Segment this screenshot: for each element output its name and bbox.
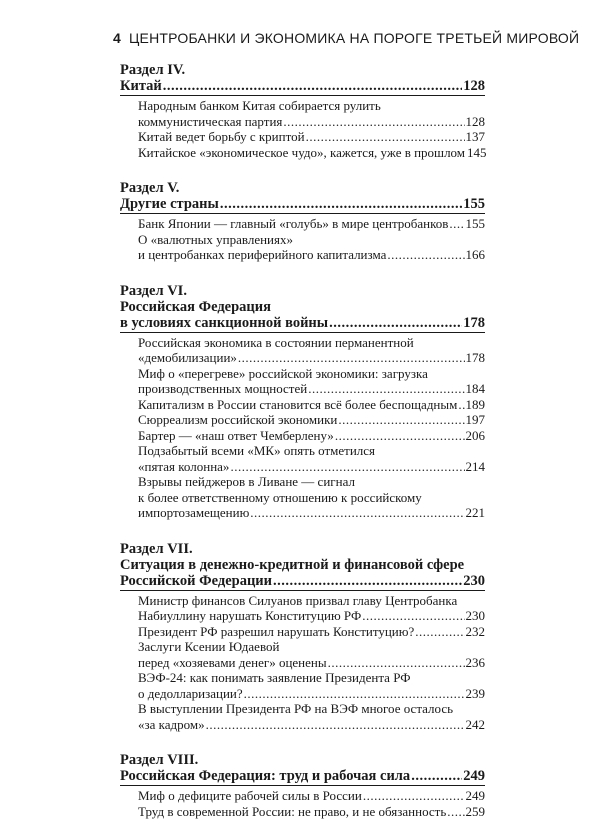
section-title-row (120, 196, 485, 214)
entry-title: Банк Японии — главный «голубь» в мире центробанков (138, 216, 449, 231)
dot-leader (308, 381, 464, 397)
entry-page-number: 155 (465, 216, 485, 231)
entry-text-line: ВЭФ-24: как понимать заявление Президента РФ (138, 670, 411, 685)
toc-section (120, 283, 485, 521)
toc-entry (138, 129, 485, 145)
entry-page-number: 184 (465, 381, 485, 396)
section-title: Китай (120, 78, 162, 94)
dot-leader (244, 686, 465, 702)
dot-leader (306, 129, 465, 145)
entry-title: перед «хозяевами денег» оценены (138, 654, 327, 670)
toc-entry (138, 397, 485, 413)
section-title-row (120, 78, 485, 96)
entry-text-line: Министр финансов Силуанов призвал главу Центробанка (138, 592, 458, 608)
entry-title: «пятая колонна» (138, 458, 230, 474)
toc-entry (138, 412, 485, 428)
entry-row (138, 608, 485, 624)
entry-text-line: О «валютных управлениях» (138, 231, 293, 247)
entry-title: Китай ведет борьбу с криптой (138, 129, 305, 144)
entry-title: Бартер — «наш ответ Чемберлену» (138, 427, 334, 443)
entry-page-number: 242 (465, 716, 485, 732)
dot-leader (329, 315, 462, 331)
dot-leader (335, 428, 465, 444)
dot-leader (328, 655, 465, 671)
entry-page-number: 137 (465, 129, 485, 144)
section-title: в условиях санкционной войны (120, 314, 329, 331)
entry-row (138, 459, 485, 475)
section-entries (138, 98, 485, 160)
entry-row (138, 788, 485, 804)
dot-leader (163, 78, 462, 94)
entry-text-line: В выступлении Президента РФ на ВЭФ многое осталось (138, 701, 454, 716)
entry-title: Президент РФ разрешил нарушать Конституцию? (138, 623, 415, 639)
entry-page-number: 197 (465, 412, 485, 427)
toc-section (120, 752, 485, 819)
entry-title: импортозамещению (138, 505, 250, 520)
entry-row (138, 145, 485, 161)
entry-page-number: 239 (465, 685, 485, 701)
toc-entry (138, 593, 485, 624)
toc-entry (138, 474, 485, 521)
toc-entry (138, 701, 485, 732)
entry-row (138, 624, 485, 640)
section-title: Другие страны (120, 196, 219, 212)
entry-page-number: 232 (465, 623, 485, 639)
entry-title: Сюрреализм российской экономики (138, 412, 338, 427)
entry-title: «демобилизации» (138, 350, 237, 365)
dot-leader (363, 788, 465, 804)
entry-row (138, 717, 485, 733)
section-entries (138, 335, 485, 521)
toc-entry (138, 670, 485, 701)
entry-title: о дедолларизации? (138, 685, 243, 701)
entry-page-number: 178 (465, 350, 485, 365)
entry-row (138, 247, 485, 263)
entry-page-number: 249 (465, 788, 485, 803)
section-title-line: Российская Федерация (120, 298, 271, 315)
toc-entry (138, 804, 485, 820)
entry-row (138, 655, 485, 671)
entry-page-number: 230 (465, 608, 485, 623)
entry-page-number: 166 (465, 247, 485, 262)
entry-page-number: 189 (465, 396, 485, 412)
entry-title: Миф о дефиците рабочей силы в России (138, 788, 362, 803)
dot-leader (387, 247, 464, 263)
entry-text-line: Миф о «перегреве» российской экономики: загрузка (138, 365, 428, 381)
toc-entry (138, 624, 485, 640)
section-label: Раздел IV. (120, 62, 186, 78)
entry-title: Набиуллину нарушать Конституцию РФ (138, 608, 362, 623)
entry-row (138, 412, 485, 428)
entry-title: «за кадром» (138, 716, 205, 732)
entry-page-number: 236 (465, 654, 485, 670)
toc-entry (138, 366, 485, 397)
toc-entry (138, 788, 485, 804)
entry-row (138, 428, 485, 444)
section-label: Раздел VI. (120, 282, 187, 299)
toc-entry (138, 443, 485, 474)
entry-row (138, 381, 485, 397)
entry-title: Капитализм в России становится всё более беспощадным (138, 396, 458, 412)
toc-entry (138, 428, 485, 444)
entry-page-number: 221 (465, 505, 485, 520)
section-page-number: 128 (463, 78, 485, 94)
section-title-row (120, 573, 485, 591)
section-page-number: 249 (463, 768, 485, 784)
entry-row (138, 505, 485, 521)
entry-title: Китайское «экономическое чудо», кажется, уже в прошлом (138, 144, 466, 160)
section-page-number: 230 (463, 572, 485, 589)
entry-page-number: 214 (465, 458, 485, 474)
toc-section (120, 180, 485, 263)
section-title-line: Ситуация в денежно-кредитной и финансовой сфере (120, 556, 465, 573)
running-header (113, 30, 579, 46)
dot-leader (411, 768, 462, 784)
entry-text-line: к более ответственному отношению к российскому (138, 489, 422, 505)
entry-text-line: Заслуги Ксении Юдаевой (138, 639, 280, 654)
entry-title: и центробанках периферийного капитализма (138, 247, 387, 262)
entry-row (138, 397, 485, 413)
entry-page-number: 206 (465, 427, 485, 443)
section-label: Раздел V. (120, 180, 180, 196)
toc-entry (138, 335, 485, 366)
section-title: Российская Федерация: труд и рабочая сила (120, 768, 411, 784)
dot-leader (447, 804, 464, 820)
entry-page-number: 259 (465, 803, 485, 819)
entry-row (138, 129, 485, 145)
section-entries (138, 593, 485, 733)
entry-title: Труд в современной России: не право, и не обязанность (138, 803, 447, 819)
section-entries (138, 788, 485, 819)
entry-text-line: Взрывы пейджеров в Ливане — сигнал (138, 474, 355, 489)
toc-entry (138, 216, 485, 232)
entry-title: коммунистическая партия (138, 113, 283, 129)
dot-leader (458, 397, 464, 413)
section-title-row (120, 315, 485, 333)
section-label: Раздел VII. (120, 540, 193, 557)
dot-leader (362, 608, 464, 624)
section-page-number: 178 (463, 314, 485, 331)
toc-section (120, 62, 485, 160)
entry-row (138, 804, 485, 820)
entry-row (138, 216, 485, 232)
entry-text-line: Народным банком Китая собирается рулить (138, 98, 381, 113)
toc-entry (138, 98, 485, 129)
page-number: 4 (113, 30, 121, 46)
toc-section (120, 541, 485, 733)
toc-entry (138, 145, 485, 161)
table-of-contents (120, 62, 485, 839)
entry-text-line: Российская экономика в состоянии перманентной (138, 334, 414, 350)
entry-title: производственных мощностей (138, 381, 308, 396)
entry-row (138, 686, 485, 702)
dot-leader (449, 216, 464, 232)
dot-leader (338, 412, 464, 428)
entry-page-number: 145 (467, 144, 487, 160)
entry-row (138, 350, 485, 366)
toc-entry (138, 639, 485, 670)
entry-text-line: Подзабытый всеми «МК» опять отметился (138, 443, 376, 458)
section-title: Российской Федерации (120, 572, 273, 589)
running-title: ЦЕНТРОБАНКИ И ЭКОНОМИКА НА ПОРОГЕ ТРЕТЬЕЙ МИРОВОЙ (129, 30, 580, 46)
toc-entry (138, 232, 485, 263)
section-entries (138, 216, 485, 263)
dot-leader (273, 573, 462, 589)
dot-leader (206, 717, 465, 733)
section-page-number: 155 (463, 196, 485, 212)
dot-leader (250, 505, 464, 521)
dot-leader (415, 624, 464, 640)
dot-leader (230, 459, 464, 475)
entry-page-number: 128 (465, 113, 485, 129)
section-title-row (120, 768, 485, 786)
dot-leader (220, 196, 462, 212)
section-label: Раздел VIII. (120, 752, 199, 768)
dot-leader (283, 114, 464, 130)
entry-row (138, 114, 485, 130)
dot-leader (238, 350, 465, 366)
